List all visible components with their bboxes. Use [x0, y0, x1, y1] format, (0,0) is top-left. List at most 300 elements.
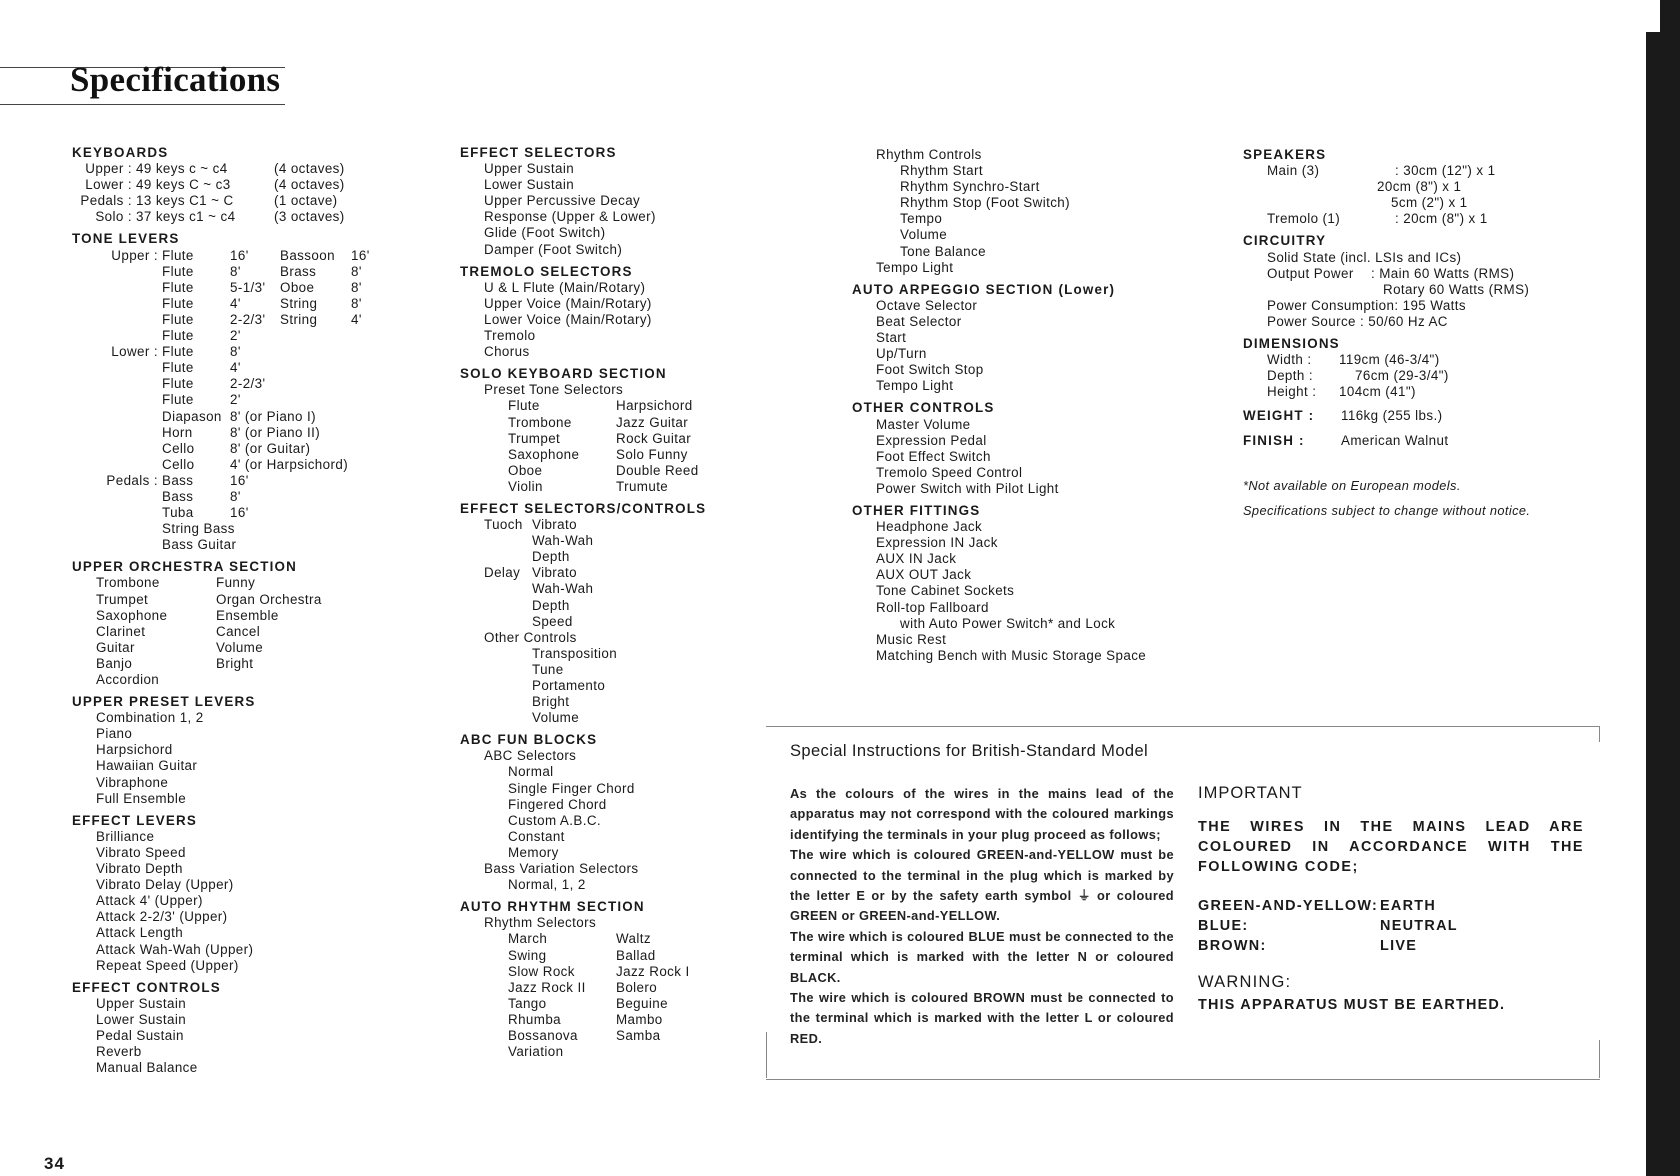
circuitry-output-rotary: Rotary 60 Watts (RMS) — [1383, 281, 1530, 297]
list-item — [508, 996, 706, 1012]
list-item: Matching Bench with Music Storage Space — [876, 647, 1147, 663]
tone-levers-heading: TONE LEVERS — [72, 231, 180, 247]
list-item — [508, 948, 706, 964]
list-item-text: Swing — [508, 947, 547, 963]
tone-name: String — [280, 311, 318, 327]
tone-name: Horn — [162, 424, 193, 440]
list-item — [508, 931, 706, 947]
list-item: Foot Effect Switch — [876, 448, 991, 464]
keyboard-octaves: (1 octave) — [274, 193, 338, 209]
abc-fun-list — [460, 748, 706, 893]
tone-group-label — [72, 296, 162, 312]
rhythm-controls-heading: Rhythm Controls — [876, 147, 982, 162]
list-item-text: Funny — [216, 575, 256, 591]
list-item — [460, 565, 706, 581]
tone-name: Tuba — [162, 505, 194, 521]
list-item: Tremolo — [484, 328, 536, 344]
list-item-text: Trombone — [96, 575, 160, 591]
list-item — [96, 575, 370, 591]
tone-name: Diapason — [162, 408, 222, 424]
list-item: Chorus — [484, 344, 530, 360]
tone-feet: 2-2/3' — [230, 376, 266, 392]
upper-orchestra-heading: UPPER ORCHESTRA SECTION — [72, 559, 298, 575]
wire-code-row — [1198, 916, 1458, 936]
solo-keyboard-list — [460, 398, 706, 495]
wire-color: BLUE: — [1198, 918, 1249, 934]
dimensions-heading: DIMENSIONS — [1243, 336, 1340, 352]
list-item: Volume — [900, 227, 948, 243]
list-item-text: Bolero — [616, 979, 658, 995]
effect-levers-list — [72, 829, 370, 974]
list-item-text: Rhumba — [508, 1011, 562, 1027]
auto-rhythm-heading: AUTO RHYTHM SECTION — [460, 899, 645, 915]
list-item-text: Oboe — [508, 462, 543, 478]
list-item: Lower Sustain — [484, 177, 575, 193]
tone-name — [280, 328, 351, 344]
tone-feet: 8' (or Guitar) — [230, 440, 311, 456]
tone-name: Cello — [162, 440, 195, 456]
list-item — [96, 592, 370, 608]
tone-group-label — [72, 328, 162, 344]
list-item: Wah-Wah — [532, 533, 594, 549]
list-item: Vibrato Delay (Upper) — [96, 877, 234, 893]
keyboard-keys: 37 keys c1 ~ c4 — [136, 209, 236, 225]
tone-feet: 4' — [351, 311, 362, 327]
list-item-text: Jazz Guitar — [616, 414, 689, 430]
tone-name: Flute — [162, 263, 194, 279]
tone-name: Flute — [162, 360, 194, 376]
circuitry-heading: CIRCUITRY — [1243, 233, 1327, 249]
important-title: IMPORTANT — [1198, 784, 1303, 802]
effect-controls-list — [72, 996, 370, 1076]
tremolo-selectors-list — [460, 280, 706, 360]
box-right-edge — [1599, 1040, 1600, 1078]
list-item: Vibrato Depth — [96, 861, 183, 877]
speaker-value: 5cm (2") x 1 — [1391, 195, 1468, 211]
tone-row — [72, 473, 370, 489]
list-item — [508, 1012, 706, 1028]
keyboard-label: Lower : — [85, 177, 132, 193]
important-text: THE WIRES IN THE MAINS LEAD ARE COLOURED IN ACCORDANCE WITH THE FOLLOWING CODE; — [1198, 819, 1584, 875]
list-item: Expression Pedal — [876, 432, 987, 448]
list-item: Response (Upper & Lower) — [484, 209, 656, 225]
speakers-heading: SPEAKERS — [1243, 147, 1327, 162]
tone-name: Bass Guitar — [162, 537, 237, 553]
list-item-text: Trumpet — [508, 430, 561, 446]
wire-function: EARTH — [1380, 898, 1437, 914]
keyboard-row — [72, 209, 370, 225]
list-item: Volume — [532, 710, 580, 726]
list-item: Up/Turn — [876, 346, 927, 362]
spec-column-4 — [1243, 147, 1530, 523]
wire-color: GREEN-AND-YELLOW: — [1198, 898, 1379, 914]
list-item: Expression IN Jack — [876, 535, 998, 551]
tone-row — [72, 521, 370, 537]
list-item: Normal, 1, 2 — [508, 877, 586, 893]
auto-arpeggio-heading: AUTO ARPEGGIO SECTION (Lower) — [852, 281, 1116, 297]
page-number: 34 — [44, 1154, 65, 1173]
list-item: Headphone Jack — [876, 519, 983, 535]
dimension-value: 104cm (41") — [1339, 384, 1416, 400]
list-item: with Auto Power Switch* and Lock — [900, 615, 1116, 631]
list-item: Power Switch with Pilot Light — [876, 480, 1059, 496]
list-item: Upper Sustain — [484, 161, 575, 177]
list-item: Combination 1, 2 — [96, 710, 204, 726]
tone-feet: 8' (or Piano I) — [230, 408, 316, 424]
tone-feet: 8' — [230, 344, 241, 360]
list-item-text: Jazz Rock II — [508, 979, 586, 995]
list-item-text: Flute — [508, 398, 540, 414]
finish-value: American Walnut — [1341, 432, 1449, 448]
group-label: Tuoch — [484, 517, 523, 533]
list-item: Tremolo Speed Control — [876, 464, 1023, 480]
list-item-text: Mambo — [616, 1011, 663, 1027]
tone-row — [72, 505, 370, 521]
dimension-row — [1243, 352, 1530, 368]
tone-row — [72, 280, 370, 296]
solo-keyboard-sub: Preset Tone Selectors — [484, 382, 624, 398]
tone-feet: 4' (or Harpsichord) — [230, 456, 349, 472]
list-item: Vibrato Speed — [96, 844, 186, 860]
list-item-text: Samba — [616, 1027, 661, 1043]
tone-group-label: Pedals : — [106, 472, 158, 488]
list-item-text: Trombone — [508, 414, 572, 430]
tone-feet: 8' — [351, 263, 362, 279]
dimension-value: 119cm (46-3/4") — [1339, 352, 1440, 368]
upper-preset-list — [72, 710, 370, 807]
list-item: Repeat Speed (Upper) — [96, 957, 239, 973]
page-title: Specifications — [70, 60, 281, 99]
speaker-label: Tremolo (1) — [1267, 211, 1341, 227]
page-edge-shadow — [1660, 0, 1680, 1176]
list-item: Start — [876, 330, 907, 346]
list-item: Lower Voice (Main/Rotary) — [484, 311, 652, 327]
tone-row — [72, 376, 370, 392]
list-item-text: Accordion — [96, 672, 160, 687]
speaker-row — [1243, 211, 1530, 227]
list-item — [508, 980, 706, 996]
keyboard-row — [72, 177, 370, 193]
tone-feet: 16' — [230, 472, 249, 488]
other-controls-heading: OTHER CONTROLS — [852, 400, 995, 416]
list-item — [96, 640, 370, 656]
list-item — [508, 463, 706, 479]
spec-column-1 — [72, 145, 370, 1076]
list-item: Tone Balance — [900, 243, 986, 259]
list-item-text: Harpsichord — [616, 398, 693, 414]
effect-levers-heading: EFFECT LEVERS — [72, 812, 197, 828]
list-item: Upper Sustain — [96, 995, 187, 1011]
tone-group-label — [72, 392, 162, 408]
list-item-text: Volume — [216, 639, 264, 655]
circuitry-solid-state: Solid State (incl. LSIs and ICs) — [1267, 249, 1462, 265]
tone-name: Flute — [162, 376, 194, 392]
list-item-text: Beguine — [616, 995, 668, 1011]
list-item: Vibraphone — [96, 774, 169, 790]
list-item: Fingered Chord — [508, 796, 607, 812]
effect-controls-heading: EFFECT CONTROLS — [72, 979, 221, 995]
list-item: Master Volume — [876, 416, 971, 432]
footnote-availability: *Not available on European models. — [1243, 477, 1461, 493]
list-item-text: Saxophone — [508, 446, 580, 462]
list-item-text: Cancel — [216, 623, 261, 639]
upper-orchestra-list — [72, 575, 370, 688]
list-item: Attack Length — [96, 925, 184, 941]
list-item: Hawaiian Guitar — [96, 758, 198, 774]
circuitry-output-main: : Main 60 Watts (RMS) — [1371, 265, 1515, 281]
list-item: Manual Balance — [96, 1060, 198, 1076]
list-item: Tempo Light — [876, 378, 954, 394]
list-item: Attack Wah-Wah (Upper) — [96, 941, 254, 957]
list-item: Depth — [532, 549, 570, 565]
list-item: Tone Cabinet Sockets — [876, 583, 1015, 599]
list-item — [96, 624, 370, 640]
list-item: Portamento — [532, 678, 606, 693]
list-item: Piano — [96, 726, 133, 742]
tone-name: Bass — [162, 488, 194, 504]
spec-column-3 — [852, 147, 1146, 664]
other-controls-list — [852, 417, 1146, 497]
list-item: Upper Percussive Decay — [484, 193, 641, 209]
list-item — [508, 1044, 706, 1060]
tone-group-label — [72, 537, 162, 553]
tone-row — [72, 248, 370, 264]
wire-code-row — [1198, 896, 1458, 916]
list-item-text: Vibrato — [532, 517, 577, 533]
list-item-text: Vibrato — [532, 565, 577, 581]
tone-group-label — [72, 360, 162, 376]
tone-row — [72, 296, 370, 312]
list-item: Rhythm Start — [900, 163, 983, 179]
warning-title: WARNING: — [1198, 973, 1292, 991]
keyboard-keys: 49 keys C ~ c3 — [136, 177, 231, 193]
list-item-text: Violin — [508, 478, 543, 494]
list-item: Constant — [508, 828, 565, 844]
instruction-paragraph: As the colours of the wires in the mains lead of the apparatus may not correspond with the coloured markings identifying the terminals in your plug proceed as follows; — [790, 786, 1174, 842]
list-item: Tempo Light — [876, 259, 954, 275]
list-item-text: Saxophone — [96, 607, 168, 623]
list-item-text: Bossanova — [508, 1027, 578, 1043]
spec-column-2 — [460, 145, 706, 1060]
list-item: Roll-top Fallboard — [876, 599, 989, 615]
keyboard-keys: 13 keys C1 ~ C — [136, 193, 234, 209]
tone-name: Bass — [162, 472, 194, 488]
list-item: Rhythm Synchro-Start — [900, 179, 1040, 195]
list-item: Normal — [508, 764, 554, 780]
box-left-edge — [766, 1032, 767, 1078]
tone-group-label — [72, 457, 162, 473]
tone-feet: 2' — [230, 392, 241, 408]
tone-row — [72, 312, 370, 328]
circuitry-output-label: Output Power — [1267, 265, 1354, 281]
list-item-text: Solo Funny — [616, 446, 688, 462]
tone-row — [72, 457, 370, 473]
speaker-value: : 30cm (12") x 1 — [1395, 163, 1496, 179]
british-instructions-text — [790, 784, 1174, 1049]
tone-feet: 4' — [230, 360, 241, 376]
dimension-value: 76cm (29-3/4") — [1355, 368, 1449, 384]
tone-group-label — [72, 425, 162, 441]
tone-feet: 8' — [230, 263, 241, 279]
tone-row — [72, 328, 370, 344]
keyboards-list — [72, 161, 370, 225]
list-item-text: Trumpet — [96, 591, 149, 607]
keyboard-octaves: (3 octaves) — [274, 209, 345, 225]
auto-rhythm-list — [460, 931, 706, 1060]
speaker-row — [1243, 163, 1530, 179]
finish-label: FINISH : — [1243, 432, 1305, 448]
list-item: Custom A.B.C. — [508, 812, 602, 828]
list-item: Upper Voice (Main/Rotary) — [484, 295, 652, 311]
list-item — [96, 608, 370, 624]
list-item — [508, 431, 706, 447]
footnote — [1243, 473, 1530, 523]
weight-label: WEIGHT : — [1243, 408, 1315, 424]
solo-keyboard-heading: SOLO KEYBOARD SECTION — [460, 366, 667, 382]
keyboard-keys: 49 keys c ~ c4 — [136, 161, 228, 177]
tone-feet: 2-2/3' — [230, 311, 266, 327]
circuitry-source: Power Source : 50/60 Hz AC — [1267, 313, 1448, 329]
effect-selectors-list — [460, 161, 706, 258]
keyboard-octaves: (4 octaves) — [274, 161, 345, 177]
tone-row — [72, 392, 370, 408]
list-item: Speed — [532, 613, 573, 629]
list-item-text: Ensemble — [216, 607, 279, 623]
other-fittings-list — [852, 519, 1146, 664]
effect-selectors-heading: EFFECT SELECTORS — [460, 145, 617, 160]
list-item — [508, 1028, 706, 1044]
weight-value: 116kg (255 lbs.) — [1341, 408, 1443, 424]
tone-feet: 8' — [351, 279, 362, 295]
list-item — [96, 672, 370, 688]
tone-group-label — [72, 264, 162, 280]
abc-fun-heading: ABC FUN BLOCKS — [460, 732, 598, 748]
footnote-change-notice: Specifications subject to change without notice. — [1243, 502, 1531, 518]
tone-row — [72, 489, 370, 505]
list-item: Single Finger Chord — [508, 780, 635, 796]
keyboard-row — [72, 193, 370, 209]
dimension-row — [1243, 368, 1530, 384]
group-label: Bass Variation Selectors — [484, 861, 639, 877]
list-item-text: Waltz — [616, 931, 651, 947]
tone-group-label — [72, 521, 162, 537]
list-item: Beat Selector — [876, 313, 962, 329]
circuitry-output-row — [1243, 266, 1530, 282]
british-instructions-title: Special Instructions for British-Standard Model — [790, 742, 1149, 760]
list-item: Attack 4' (Upper) — [96, 893, 203, 909]
tone-row — [72, 537, 370, 553]
list-item — [508, 415, 706, 431]
dimension-row — [1243, 384, 1530, 400]
wire-color: BROWN: — [1198, 938, 1267, 954]
speaker-label: Main (3) — [1267, 163, 1320, 179]
group-label: ABC Selectors — [484, 748, 577, 764]
tone-group-label — [72, 376, 162, 392]
list-item: AUX OUT Jack — [876, 567, 972, 583]
tone-name: Flute — [162, 392, 194, 408]
instruction-paragraph: The wire which is coloured BROWN must be connected to the terminal which is marked with the letter L or coloured RED. — [790, 990, 1174, 1046]
group-label: Other Controls — [484, 629, 577, 645]
list-item: Tempo — [900, 211, 943, 227]
warning-text: THIS APPARATUS MUST BE EARTHED. — [1198, 997, 1506, 1013]
list-item: AUX IN Jack — [876, 551, 957, 567]
keyboard-label: Pedals : — [80, 193, 132, 209]
keyboard-octaves: (4 octaves) — [274, 177, 345, 193]
circuitry-consumption: Power Consumption: 195 Watts — [1267, 297, 1467, 313]
tone-row — [72, 441, 370, 457]
list-item: Foot Switch Stop — [876, 362, 984, 378]
list-item: Brilliance — [96, 828, 155, 844]
tone-feet: 8' (or Piano II) — [230, 424, 321, 440]
list-item: Depth — [532, 597, 570, 613]
keyboard-label: Upper : — [85, 161, 132, 177]
tone-name: Flute — [162, 344, 194, 360]
list-item: Memory — [508, 844, 559, 860]
dimension-label: Width : — [1267, 352, 1312, 368]
tone-name: String Bass — [162, 521, 235, 537]
finish-row — [1243, 433, 1530, 449]
tone-row — [72, 264, 370, 280]
wire-function: LIVE — [1380, 938, 1418, 954]
keyboards-heading: KEYBOARDS — [72, 145, 169, 160]
group-label: Rhythm Selectors — [484, 915, 597, 931]
list-item-text: Clarinet — [96, 623, 146, 639]
tone-feet: 8' — [351, 295, 362, 311]
wire-function: NEUTRAL — [1380, 918, 1458, 934]
weight-row — [1243, 408, 1530, 424]
list-item-text: Rock Guitar — [616, 430, 692, 446]
tone-levers-list — [72, 248, 370, 554]
tone-feet: 16' — [230, 505, 249, 521]
list-item: Octave Selector — [876, 297, 978, 313]
list-item-text: Double Reed — [616, 462, 699, 478]
tone-group-label — [72, 489, 162, 505]
tone-name: Cello — [162, 456, 195, 472]
list-item-text: Banjo — [96, 655, 133, 671]
list-item-text: March — [508, 931, 548, 947]
tone-feet: 8' — [230, 488, 241, 504]
list-item: U & L Flute (Main/Rotary) — [484, 279, 646, 295]
page-edge-shadow — [1646, 32, 1660, 1176]
tone-name: Flute — [162, 328, 194, 344]
speaker-value: : 20cm (8") x 1 — [1395, 211, 1488, 227]
speaker-value: 20cm (8") x 1 — [1377, 179, 1462, 195]
tone-group-label — [72, 441, 162, 457]
list-item-text: Slow Rock — [508, 963, 575, 979]
tone-group-label — [72, 505, 162, 521]
list-item: Harpsichord — [96, 742, 173, 758]
list-item: Reverb — [96, 1044, 142, 1060]
list-item: Damper (Foot Switch) — [484, 241, 623, 257]
list-item-text: Jazz Rock I — [616, 963, 690, 979]
tone-name: Flute — [162, 279, 194, 295]
tone-row — [72, 360, 370, 376]
tone-name: Brass — [280, 263, 317, 279]
tone-group-label: Upper : — [111, 247, 158, 263]
effect-sel-controls-heading: EFFECT SELECTORS/CONTROLS — [460, 500, 707, 516]
list-item: Transposition — [532, 645, 618, 661]
list-item: Lower Sustain — [96, 1011, 187, 1027]
list-item: Full Ensemble — [96, 790, 187, 806]
list-item-text: Guitar — [96, 639, 135, 655]
tone-name: Bassoon — [280, 247, 335, 263]
effect-sel-controls-list — [460, 517, 706, 726]
dimension-label: Depth : — [1267, 368, 1313, 384]
dimension-label: Height : — [1267, 384, 1317, 400]
tone-row — [72, 409, 370, 425]
keyboard-label: Solo : — [95, 209, 132, 225]
instruction-paragraph: The wire which is coloured BLUE must be connected to the terminal which is marked with the letter N or coloured BLACK. — [790, 928, 1174, 985]
